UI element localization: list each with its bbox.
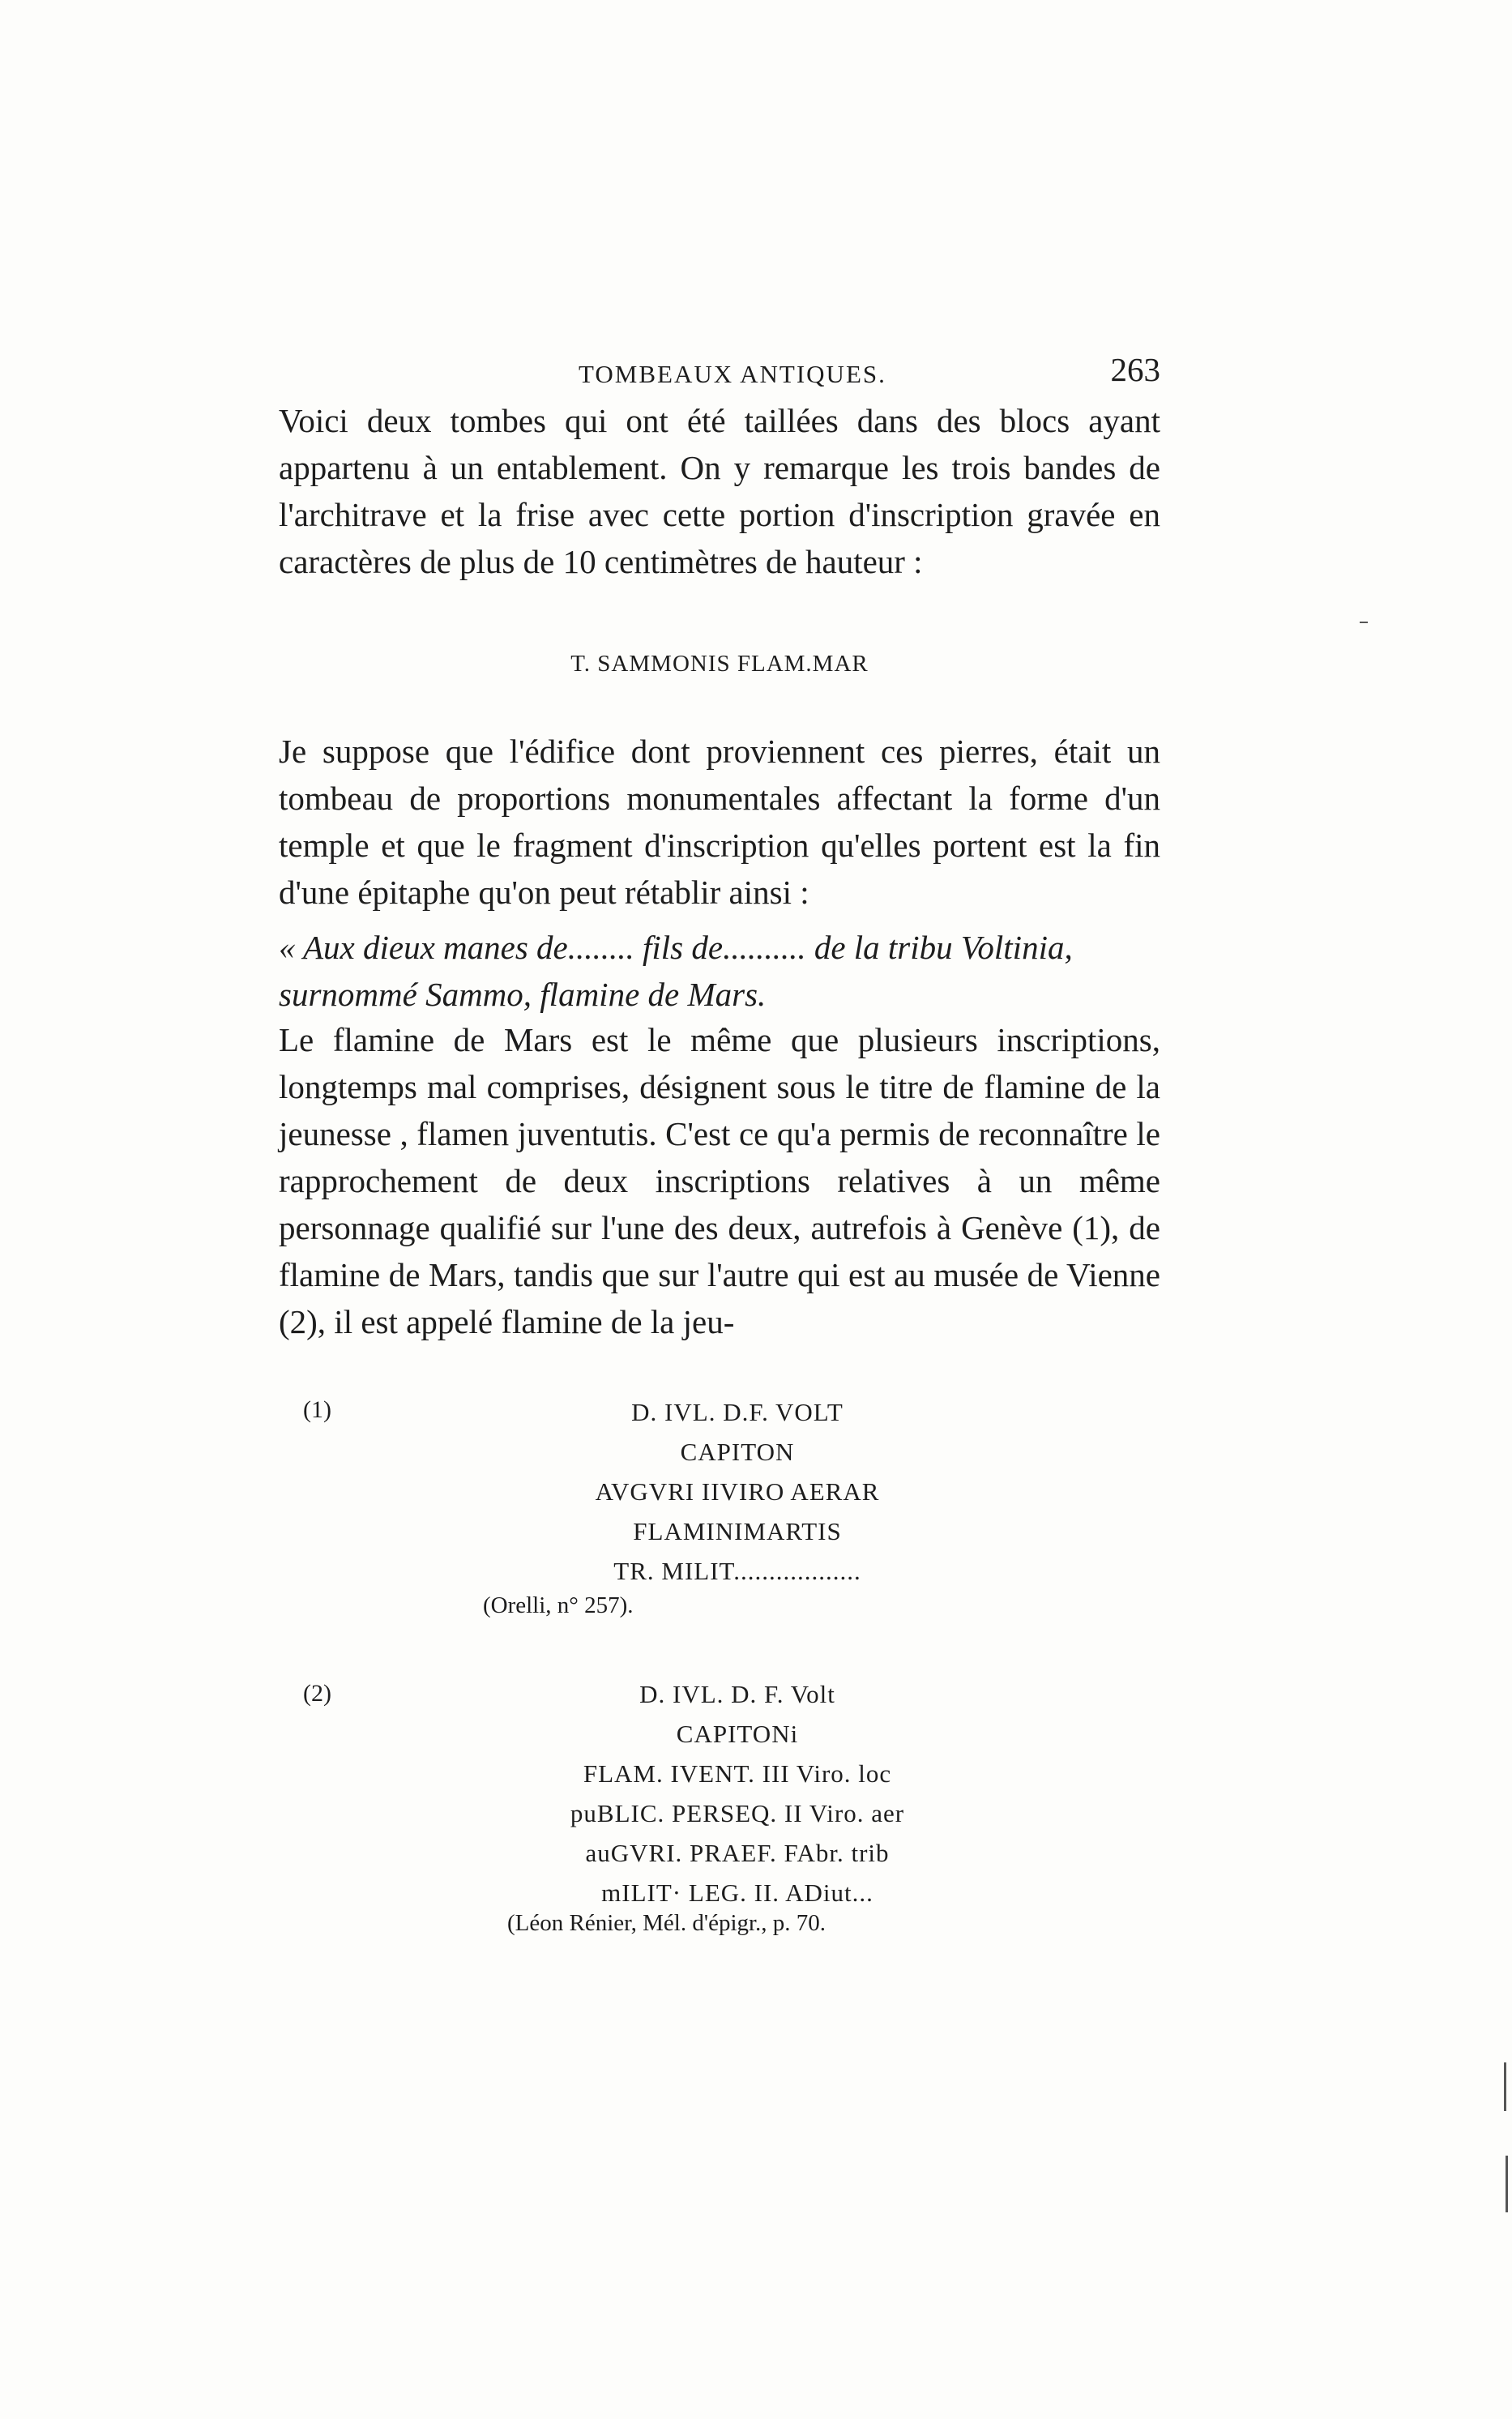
paragraph-intro: Voici deux tombes qui ont été taillées dans des blocs ayant appartenu à un entablement. On y remarque les trois bandes de l'architrave et la frise avec cette portion d'inscription gravée en caractères de plus de 10 centimètres de hauteur :: [279, 402, 1160, 580]
page-header: [279, 350, 1160, 399]
inscription-line: CAPITONi: [676, 1720, 799, 1748]
footnote-1-inscription: [454, 1392, 1021, 1591]
restored-epitaph-quote: « Aux dieux manes de........ fils de.......... de la tribu Voltinia, surnommé Sammo, flamine de Mars.: [279, 929, 1073, 1013]
footnote-2-number: (2): [303, 1680, 331, 1707]
scan-mark: [1506, 2156, 1508, 2212]
scan-mark: [1504, 2062, 1506, 2111]
inscription-line: TR. MILIT..................: [613, 1557, 861, 1585]
inscription-line: AVGVRI IIVIRO AERAR: [595, 1477, 880, 1506]
inscription-line: D. IVL. D.F. VOLT: [631, 1398, 844, 1426]
paragraph-flamine: Le flamine de Mars est le même que plusieurs inscriptions, longtemps mal comprises, désignent sous le titre de flamine de la jeunesse , flamen juventutis. C'est ce qu'a permis de reconnaître le rapprochement de deux inscriptions relatives à un même personnage qualifié sur l'une des deux, autrefois à Genève (1), de flamine de Mars, tandis que sur l'autre qui est au musée de Vienne (2), il est appelé flamine de la jeu-: [279, 1021, 1160, 1340]
footnote-1-number: (1): [303, 1396, 331, 1423]
inscription-line: mILIT· LEG. II. ADiut...: [601, 1878, 873, 1907]
inscription-line: FLAMINIMARTIS: [633, 1517, 842, 1545]
scan-mark: [1360, 622, 1368, 623]
footnote-2-inscription: [454, 1674, 1021, 1913]
inscription-line: D. IVL. D. F. Volt: [639, 1680, 835, 1708]
inscription-text: T. SAMMONIS FLAM.MAR: [570, 651, 869, 677]
paragraph-hypothesis: Je suppose que l'édifice dont proviennent ces pierres, était un tombeau de proportions monumentales affectant la forme d'un temple et que le fragment d'inscription qu'elles portent est la fin d'une épitaphe qu'on peut rétablir ainsi :: [279, 733, 1160, 911]
inscription-line: CAPITON: [680, 1438, 795, 1466]
footnote-1-source: (Orelli, n° 257).: [483, 1592, 634, 1618]
inscription-line: FLAM. IVENT. III Viro. loc: [583, 1759, 892, 1788]
inscription-line: puBLIC. PERSEQ. II Viro. aer: [570, 1799, 905, 1827]
footnote-2-source: (Léon Rénier, Mél. d'épigr., p. 70.: [507, 1910, 826, 1936]
running-title: TOMBEAUX ANTIQUES.: [579, 360, 886, 388]
inscription-line: auGVRI. PRAEF. FAbr. trib: [585, 1839, 890, 1867]
page-number: 263: [1110, 351, 1160, 388]
